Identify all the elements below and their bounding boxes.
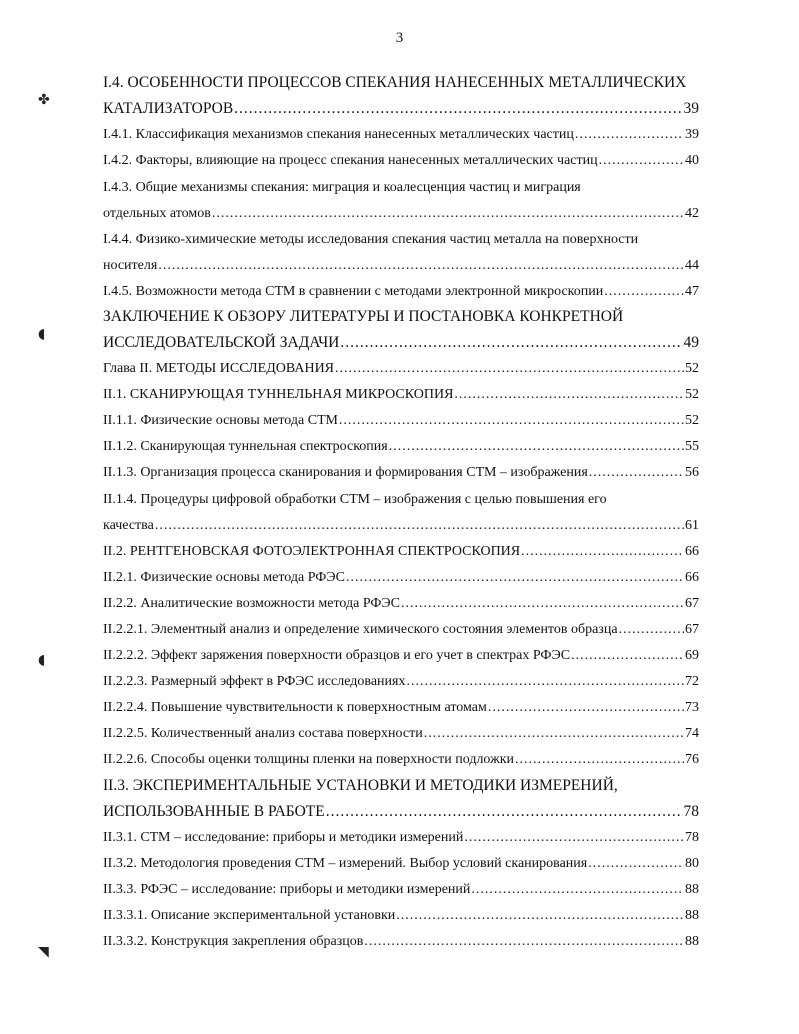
toc-entry-text: II.2.2.5. Количественный анализ состава поверхности — [103, 726, 423, 741]
toc-page-number: 52 — [685, 387, 699, 402]
toc-entry-first-line — [103, 180, 699, 200]
toc-entry[interactable] — [103, 387, 699, 407]
toc-entry[interactable] — [103, 153, 699, 173]
toc-entry-text: I.4.2. Факторы, влияющие на процесс спекания нанесенных металлических частиц — [103, 153, 598, 168]
toc-entry-text: ИССЛЕДОВАТЕЛЬСКОЙ ЗАДАЧИ — [103, 334, 340, 351]
toc-entry-text: ЗАКЛЮЧЕНИЕ К ОБЗОРУ ЛИТЕРАТУРЫ И ПОСТАНОВКА КОНКРЕТНОЙ — [103, 308, 624, 325]
toc-entry[interactable] — [103, 570, 699, 590]
toc-entry[interactable] — [103, 648, 699, 668]
toc-entry[interactable] — [103, 830, 699, 850]
toc-entry-text: качества — [103, 518, 154, 533]
toc-entry-text: II.2.2.6. Способы оценки толщины пленки на поверхности подложки — [103, 752, 515, 767]
toc-entry-text: II.3. ЭКСПЕРИМЕНТАЛЬНЫЕ УСТАНОВКИ И МЕТОДИКИ ИЗМЕРЕНИЙ, — [103, 777, 618, 794]
toc-entry-text: I.4.1. Классификация механизмов спекания нанесенных металлических частиц — [103, 127, 574, 142]
toc-page-number: 40 — [685, 153, 699, 168]
toc-page-number: 39 — [683, 100, 699, 117]
toc-entry-text: носителя — [103, 258, 158, 273]
dot-leader — [326, 803, 683, 821]
toc-page-number: 49 — [683, 334, 699, 351]
toc-entry[interactable] — [103, 518, 699, 538]
dot-leader — [571, 648, 684, 664]
dot-leader — [464, 830, 684, 846]
dot-leader — [471, 882, 684, 898]
toc-entry[interactable] — [103, 284, 699, 304]
dot-leader — [212, 206, 684, 222]
dot-leader — [346, 570, 684, 586]
toc-entry-text: I.4. ОСОБЕННОСТИ ПРОЦЕССОВ СПЕКАНИЯ НАНЕСЕННЫХ МЕТАЛЛИЧЕСКИХ — [103, 74, 687, 91]
toc-entry[interactable] — [103, 206, 699, 226]
toc-page-number: 73 — [685, 700, 699, 715]
binding-hole-mark-icon: ◥ — [38, 944, 49, 960]
dot-leader — [335, 361, 684, 377]
toc-page-number: 78 — [683, 803, 699, 820]
toc-entry-text: II.1.1. Физические основы метода СТМ — [103, 413, 338, 428]
dot-leader — [234, 100, 682, 118]
toc-page-number: 66 — [685, 544, 699, 559]
toc-page-number: 61 — [685, 518, 699, 533]
toc-entry[interactable] — [103, 596, 699, 616]
toc-entry-text: II.3.3.2. Конструкция закрепления образцов — [103, 934, 364, 949]
toc-entry-text: II.2.2. Аналитические возможности метода РФЭС — [103, 596, 401, 611]
dot-leader — [364, 934, 684, 950]
toc-entry[interactable] — [103, 127, 699, 147]
toc-entry-text: II.1.4. Процедуры цифровой обработки СТМ – изображения с целью повышения его — [103, 492, 607, 507]
dot-leader — [158, 258, 684, 274]
toc-page-number: 52 — [685, 361, 699, 376]
page-number: 3 — [395, 30, 404, 46]
toc-page-number: 56 — [685, 465, 699, 480]
toc-entry-text: II.2.2.2. Эффект заряжения поверхности образцов и его учет в спектрах РФЭС — [103, 648, 571, 663]
toc-entry[interactable] — [103, 674, 699, 694]
dot-leader — [340, 334, 682, 352]
dot-leader — [396, 908, 684, 924]
toc-entry-text: Глава II. МЕТОДЫ ИССЛЕДОВАНИЯ — [103, 361, 335, 376]
toc-entry[interactable] — [103, 726, 699, 746]
dot-leader — [599, 153, 684, 169]
dot-leader — [515, 752, 684, 768]
toc-entry[interactable] — [103, 465, 699, 485]
toc-entry-text: II.3.1. СТМ – исследование: приборы и методики измерений — [103, 830, 464, 845]
toc-entry[interactable] — [103, 934, 699, 954]
dot-leader — [424, 726, 684, 742]
toc-page-number: 80 — [685, 856, 699, 871]
toc-entry-text: II.1.3. Организация процесса сканирования и формирования СТМ – изображения — [103, 465, 588, 480]
toc-entry[interactable] — [103, 700, 699, 720]
toc-page-number: 52 — [685, 413, 699, 428]
toc-entry-first-line — [103, 492, 699, 512]
dot-leader — [339, 413, 684, 429]
toc-page-number: 42 — [685, 206, 699, 221]
dot-leader — [521, 544, 684, 560]
toc-entry[interactable] — [103, 361, 699, 381]
toc-heading-line — [103, 777, 699, 797]
toc-entry[interactable] — [103, 439, 699, 459]
toc-page-number: 76 — [685, 752, 699, 767]
dot-leader — [155, 518, 684, 534]
toc-entry-text: II.3.2. Методология проведения СТМ – измерений. Выбор условий сканирования — [103, 856, 588, 871]
toc-entry-text: II.2.2.3. Размерный эффект в РФЭС исследованиях — [103, 674, 406, 689]
toc-entry[interactable] — [103, 334, 699, 354]
binding-hole-mark-icon: ◖ — [38, 326, 46, 342]
binding-hole-mark-icon: ◖ — [38, 652, 46, 668]
dot-leader — [389, 439, 684, 455]
toc-entry[interactable] — [103, 413, 699, 433]
toc-entry-text: II.1. СКАНИРУЮЩАЯ ТУННЕЛЬНАЯ МИКРОСКОПИЯ — [103, 387, 454, 402]
toc-page-number: 66 — [685, 570, 699, 585]
toc-entry[interactable] — [103, 100, 699, 120]
toc-page-number: 39 — [685, 127, 699, 142]
toc-entry-text: II.3.3.1. Описание экспериментальной установки — [103, 908, 396, 923]
toc-page-number: 67 — [685, 622, 699, 637]
dot-leader — [488, 700, 684, 716]
dot-leader — [604, 284, 684, 300]
toc-entry[interactable] — [103, 752, 699, 772]
dot-leader — [454, 387, 684, 403]
toc-entry-text: I.4.4. Физико-химические методы исследования спекания частиц металла на поверхности — [103, 232, 639, 247]
toc-page-number: 69 — [685, 648, 699, 663]
toc-entry-text: КАТАЛИЗАТОРОВ — [103, 100, 234, 117]
toc-entry-text: II.1.2. Сканирующая туннельная спектроскопия — [103, 439, 388, 454]
dot-leader — [589, 465, 684, 481]
toc-entry[interactable] — [103, 856, 699, 876]
toc-entry[interactable] — [103, 622, 699, 642]
toc-entry-text: II.2. РЕНТГЕНОВСКАЯ ФОТОЭЛЕКТРОННАЯ СПЕКТРОСКОПИЯ — [103, 544, 521, 559]
dot-leader — [406, 674, 684, 690]
toc-entry-text: II.2.2.4. Повышение чувствительности к поверхностным атомам — [103, 700, 487, 715]
toc-entry-text: I.4.3. Общие механизмы спекания: миграция и коалесценция частиц и миграция — [103, 180, 581, 195]
toc-entry-text: II.2.1. Физические основы метода РФЭС — [103, 570, 345, 585]
toc-page-number: 78 — [685, 830, 699, 845]
toc-page-number: 88 — [685, 934, 699, 949]
toc-page-number: 67 — [685, 596, 699, 611]
toc-page-number: 88 — [685, 908, 699, 923]
toc-page-number: 47 — [685, 284, 699, 299]
dot-leader — [575, 127, 684, 143]
toc-entry-text: II.3.3. РФЭС – исследование: приборы и методики измерений — [103, 882, 471, 897]
toc-entry-text: II.2.2.1. Элементный анализ и определение химического состояния элементов образца — [103, 622, 618, 637]
dot-leader — [619, 622, 684, 638]
toc-page-number: 72 — [685, 674, 699, 689]
toc-entry-text: ИСПОЛЬЗОВАННЫЕ В РАБОТЕ — [103, 803, 325, 820]
binding-hole-mark-icon: ✤ — [38, 92, 50, 108]
dot-leader — [588, 856, 684, 872]
toc-entry-first-line — [103, 232, 699, 252]
toc-page-number: 88 — [685, 882, 699, 897]
toc-entry[interactable] — [103, 908, 699, 928]
toc-entry[interactable] — [103, 882, 699, 902]
toc-entry[interactable] — [103, 544, 699, 564]
toc-page-number: 55 — [685, 439, 699, 454]
toc-entry[interactable] — [103, 258, 699, 278]
toc-heading-line — [103, 74, 699, 94]
toc-entry[interactable] — [103, 803, 699, 823]
toc-entry-text: отдельных атомов — [103, 206, 211, 221]
toc-heading-line — [103, 308, 699, 328]
toc-page-number: 74 — [685, 726, 699, 741]
dot-leader — [401, 596, 684, 612]
toc-page-number: 44 — [685, 258, 699, 273]
toc-entry-text: I.4.5. Возможности метода СТМ в сравнении с методами электронной микроскопии — [103, 284, 604, 299]
